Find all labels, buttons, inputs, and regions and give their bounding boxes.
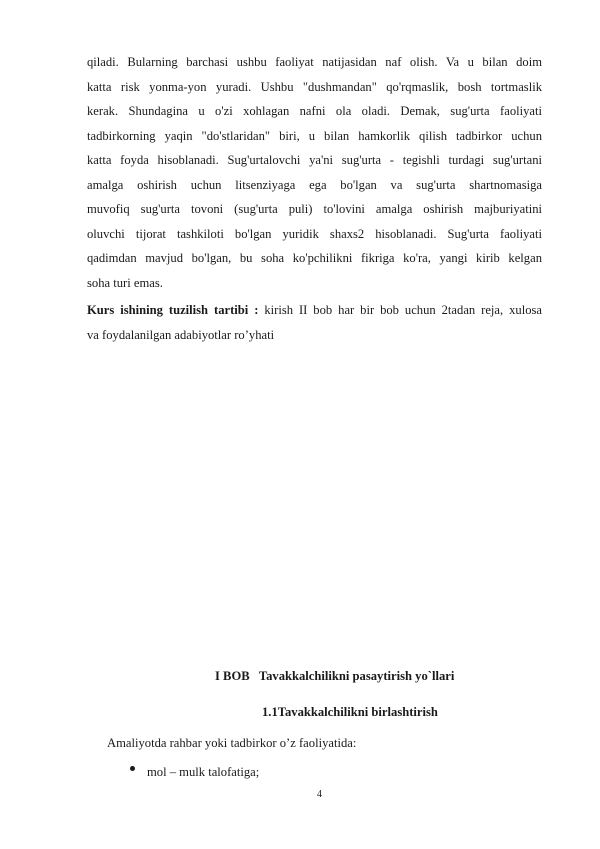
paragraph-line: tadbirkorning yaqin "do'stlaridan" biri, u bilan hamkorlik qilish tadbirkor uchun	[87, 128, 542, 143]
paragraph-line: oluvchi tijorat tashkiloti bo'lgan yuridik shaxs2 hisoblanadi. Sug'urta faoliyati	[87, 226, 542, 241]
list-item-text: mol – mulk talofatiga;	[147, 765, 260, 779]
body-text: Amaliyotda rahbar yoki tadbirkor o’z faoliyatida:	[107, 736, 357, 750]
paragraph-line: soha turi emas.	[87, 275, 163, 290]
bullet-icon	[130, 766, 135, 771]
paragraph-line	[87, 298, 542, 323]
paragraph-line: qiladi. Bularning barchasi ushbu faoliyat natijasidan naf olish. Va u bilan doim	[87, 55, 542, 69]
course-structure-label: Kurs ishining tuzilish tartibi :	[87, 303, 259, 317]
list-item	[130, 765, 259, 780]
paragraph-line: katta risk yonma-yon yuradi. Ushbu "dushmandan" qo'rqmaslik, bosh tortmaslik	[87, 79, 542, 94]
chapter-heading: I BOB Tavakkalchilikni pasaytirish yo`llari	[215, 669, 455, 683]
course-structure-text: kirish II bob har bir bob uchun 2tadan reja, xulosa	[258, 303, 542, 317]
paragraph-line: katta foyda hisoblanadi. Sug'urtalovchi ya'ni sug'urta - tegishli turdagi sug'urtani	[87, 153, 542, 167]
paragraph-line: amalga oshirish uchun litsenziyaga ega bo'lgan va sug'urta shartnomasiga	[87, 177, 542, 192]
paragraph-insurance	[87, 50, 542, 295]
paragraph-line: va foydalanilgan adabiyotlar ro’yhati	[87, 327, 275, 342]
paragraph-line: kerak. Shundagina u o'zi xohlagan nafni ola oladi. Demak, sug'urta faoliyati	[87, 104, 542, 118]
paragraph-line: qadimdan mavjud bo'lgan, bu soha ko'pchilikni fikriga ko'ra, yangi kirib kelgan	[87, 251, 542, 265]
paragraph-course-structure	[87, 298, 542, 347]
section-heading: 1.1Tavakkalchilikni birlashtirish	[262, 705, 438, 719]
page-number: 4	[317, 789, 322, 800]
paragraph-line: muvofiq sug'urta tovoni (sug'urta puli) to'lovini amalga oshirish majburiyatini	[87, 202, 542, 216]
